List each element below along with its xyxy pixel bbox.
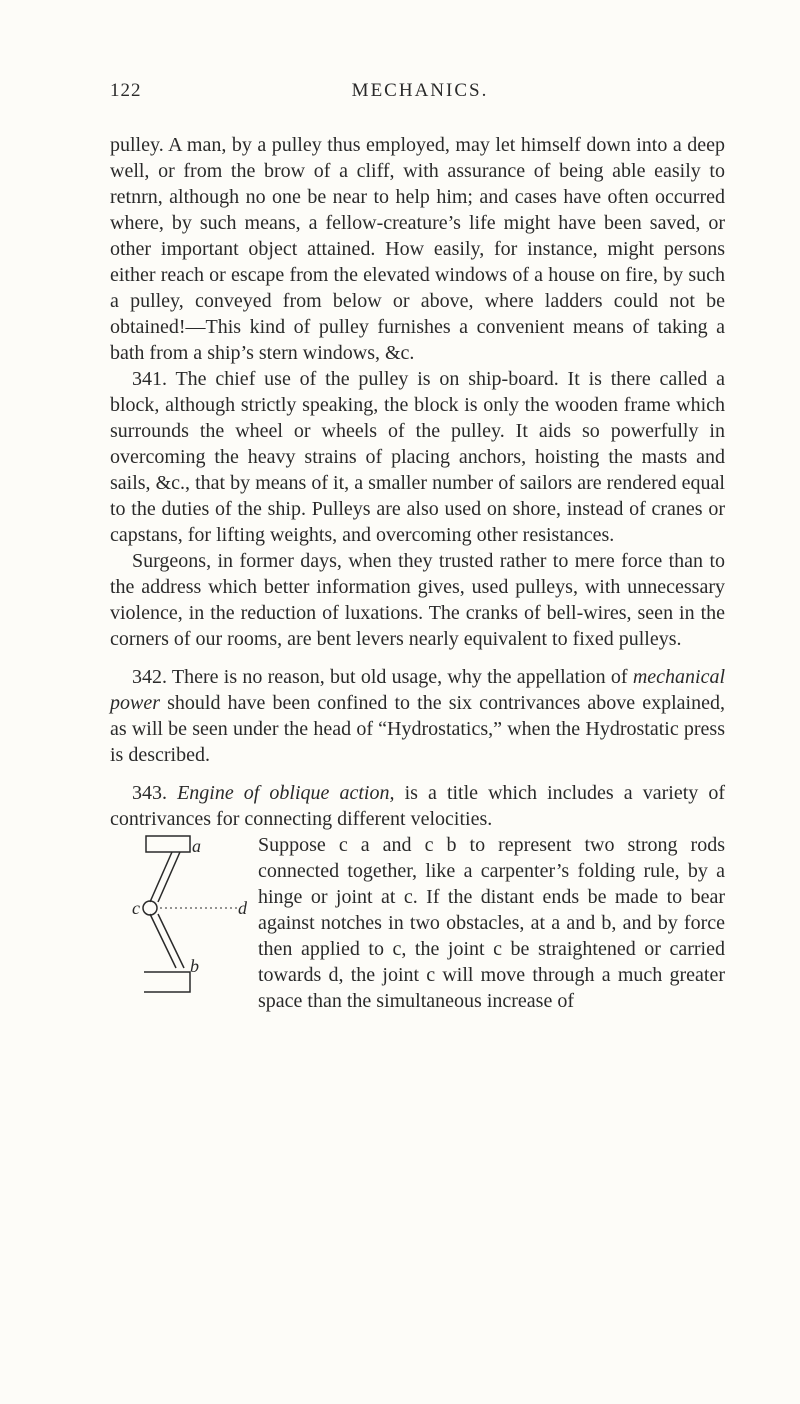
p343-text-a: is a title which includes a variety of contrivances for connecting different velocities.: [110, 782, 726, 830]
p342-text-b: should have been confined to the six contrivances above explained, as will be seen under the head of “Hydrostatics,” when the Hydrostatic press is described.: [110, 692, 725, 766]
paragraph-continuation: pulley. A man, by a pulley thus employed, may let himself down into a deep well, or from the brow of a cliff, with assurance of being able easily to retnrn, although no one be near to help him; and cases have often occurred where, by such means, a fellow-creature’s life might have been saved, or other important object attained. How easily, for instance, might persons either reach or escape from the elevated windows of a house on fire, by such a pulley, conveyed from below or above, where ladders could not be obtained!—This kind of pulley furnishes a convenient means of taking a bath from a ship’s stern windows, &c.: [110, 134, 725, 364]
running-title: MECHANICS.: [351, 80, 489, 101]
oblique-action-figure: [110, 832, 250, 1042]
label-c: c: [132, 898, 140, 918]
p342-emphasis: mechanical power: [110, 666, 725, 714]
section-343: [110, 780, 725, 1014]
label-d: d: [238, 898, 247, 918]
body-text: [110, 132, 725, 1042]
p343-number: 343.: [132, 782, 178, 804]
page-number: 122: [110, 80, 142, 101]
label-a: a: [192, 836, 201, 856]
figure-svg: [110, 832, 250, 1042]
label-b: b: [190, 956, 199, 976]
p342-text-a: 342. There is no reason, but old usage, why the appellation of: [132, 666, 633, 688]
paragraph-341: 341. The chief use of the pulley is on ship-board. It is there called a block, although strictly speaking, the block is only the wooden frame which surrounds the wheel or wheels of the pulley. It aids so powerfully in overcoming the heavy strains of placing anchors, hoisting the masts and sails, &c., that by means of it, a smaller number of sailors are rendered equal to the duties of the ship. Pulleys are also used on shore, instead of cranes or capstans, for lifting weights, and overcoming other resistances.: [110, 368, 725, 546]
paragraph-342: [110, 664, 725, 768]
paragraph-surgeons: Surgeons, in former days, when they trusted rather to mere force than to the address which better information gives, used pulleys, with unnecessary violence, in the reduction of luxations. The cranks of bell-wires, seen in the corners of our rooms, are bent levers nearly equivalent to fixed pulleys.: [110, 550, 725, 650]
page-header: [110, 80, 730, 106]
paragraph-343-body: Suppose c a and c b to represent two strong rods connected together, like a carpenter’s folding rule, by a hinge or joint at c. If the distant ends be made to bear against notches in two obstacles, at a and b, and by force then applied to c, the joint c be straightened or carried towards d, the joint c will move through a much greater space than the simultaneous increase of: [258, 834, 725, 1012]
paragraph-343-lead: [110, 780, 725, 832]
p343-title: Engine of oblique action,: [177, 782, 395, 804]
